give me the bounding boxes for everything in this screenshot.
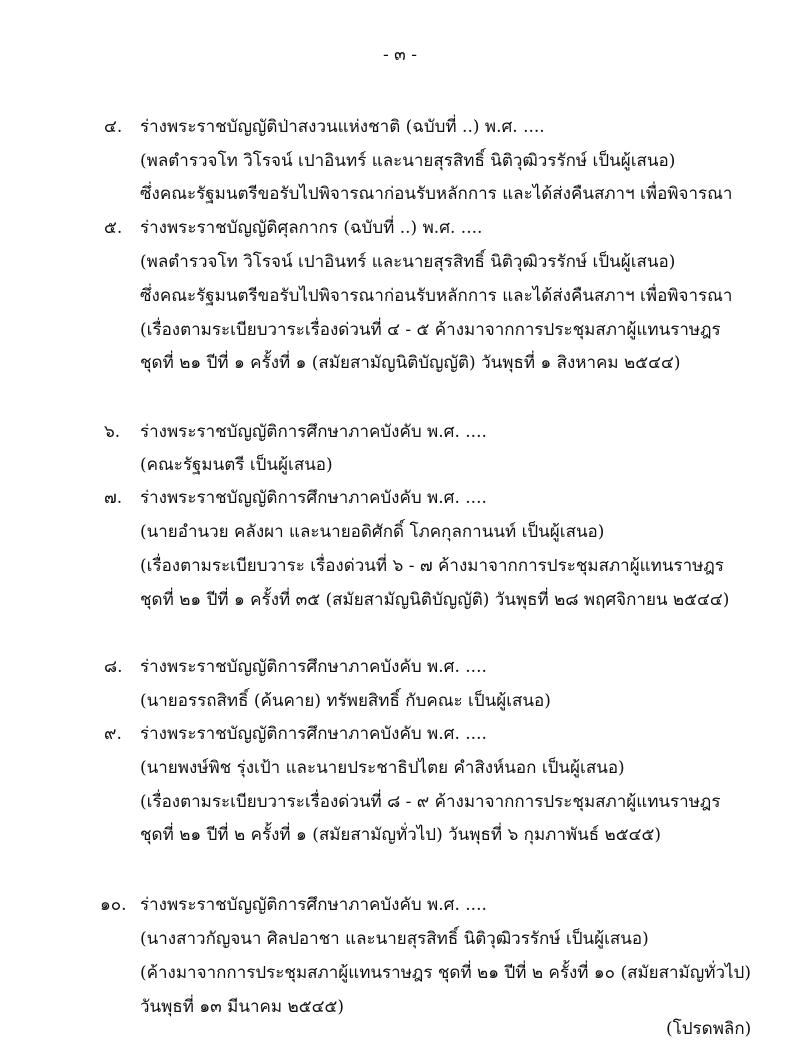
item-title: ร่างพระราชบัญญัติศุลกากร (ฉบับที่ ..) พ.ศ. ....: [140, 218, 483, 238]
page-number: - ๓ -: [383, 45, 417, 65]
item-line: (เรื่องตามระเบียบวาระเรื่องด่วนที่ ๘ - ๙ ค้างมาจากการประชุมสภาผู้แทนราษฎร: [140, 792, 721, 812]
item-line: (คณะรัฐมนตรี เป็นผู้เสนอ): [140, 455, 333, 475]
item-line: ชุดที่ ๒๑ ปีที่ ๑ ครั้งที่ ๑ (สมัยสามัญนิติบัญญัติ) วันพุธที่ ๑ สิงหาคม ๒๕๔๔): [140, 353, 681, 373]
item-line: (เรื่องตามระเบียบวาระ เรื่องด่วนที่ ๖ - ๗ ค้างมาจากการประชุมสภาผู้แทนราษฎร: [140, 556, 724, 576]
item-number: ๑๐.: [100, 895, 127, 915]
item-title: ร่างพระราชบัญญัติการศึกษาภาคบังคับ พ.ศ. ....: [140, 895, 487, 915]
item-line: วันพุธที่ ๑๓ มีนาคม ๒๕๔๕): [140, 997, 344, 1017]
item-line: ชุดที่ ๒๑ ปีที่ ๑ ครั้งที่ ๓๕ (สมัยสามัญนิติบัญญัติ) วันพุธที่ ๒๘ พฤศจิกายน ๒๕๔๔): [140, 590, 730, 610]
item-title: ร่างพระราชบัญญัติการศึกษาภาคบังคับ พ.ศ. ....: [140, 488, 487, 508]
item-title: ร่างพระราชบัญญัติป่าสงวนแห่งชาติ (ฉบับที่ ..) พ.ศ. ....: [140, 117, 545, 137]
item-line: (ค้างมาจากการประชุมสภาผู้แทนราษฎร ชุดที่ ๒๑ ปีที่ ๒ ครั้งที่ ๑๐ (สมัยสามัญทั่วไป): [140, 963, 751, 983]
item-number: ๔.: [104, 117, 123, 137]
item-line: (พลตำรวจโท วิโรจน์ เปาอินทร์ และนายสุรสิทธิ์ นิติวุฒิวรรักษ์ เป็นผู้เสนอ): [140, 151, 676, 171]
item-number: ๙.: [104, 724, 122, 744]
item-number: ๖.: [104, 422, 121, 442]
item-line: ซึ่งคณะรัฐมนตรีขอรับไปพิจารณาก่อนรับหลักการ และได้ส่งคืนสภาฯ เพื่อพิจารณา: [140, 286, 733, 306]
item-line: (นายอรรถสิทธิ์ (ค้นคาย) ทรัพยสิทธิ์ กับคณะ เป็นผู้เสนอ): [140, 691, 551, 711]
item-number: ๘.: [104, 657, 123, 677]
item-title: ร่างพระราชบัญญัติการศึกษาภาคบังคับ พ.ศ. ....: [140, 724, 487, 744]
item-number: ๗.: [104, 488, 123, 508]
item-line: ซึ่งคณะรัฐมนตรีขอรับไปพิจารณาก่อนรับหลักการ และได้ส่งคืนสภาฯ เพื่อพิจารณา: [140, 184, 733, 204]
item-line: (นายอำนวย คลังผา และนายอดิศักดิ์ โภคกุลกานนท์ เป็นผู้เสนอ): [140, 522, 605, 542]
item-line: (นางสาวกัญจนา ศิลปอาชา และนายสุรสิทธิ์ นิติวุฒิวรรักษ์ เป็นผู้เสนอ): [140, 929, 649, 949]
item-line: (นายพงษ์พิช รุ่งเป้า และนายประชาธิปไตย คำสิงห์นอก เป็นผู้เสนอ): [140, 758, 625, 778]
please-turn-over-note: (โปรดพลิก): [666, 1019, 752, 1039]
item-number: ๕.: [104, 218, 123, 238]
item-title: ร่างพระราชบัญญัติการศึกษาภาคบังคับ พ.ศ. ....: [140, 657, 487, 677]
item-line: (พลตำรวจโท วิโรจน์ เปาอินทร์ และนายสุรสิทธิ์ นิติวุฒิวรรักษ์ เป็นผู้เสนอ): [140, 252, 676, 272]
item-title: ร่างพระราชบัญญัติการศึกษาภาคบังคับ พ.ศ. ....: [140, 422, 487, 442]
item-line: (เรื่องตามระเบียบวาระเรื่องด่วนที่ ๔ - ๕ ค้างมาจากการประชุมสภาผู้แทนราษฎร: [140, 320, 721, 340]
item-line: ชุดที่ ๒๑ ปีที่ ๒ ครั้งที่ ๑ (สมัยสามัญทั่วไป) วันพุธที่ ๖ กุมภาพันธ์ ๒๕๔๕): [140, 825, 661, 845]
